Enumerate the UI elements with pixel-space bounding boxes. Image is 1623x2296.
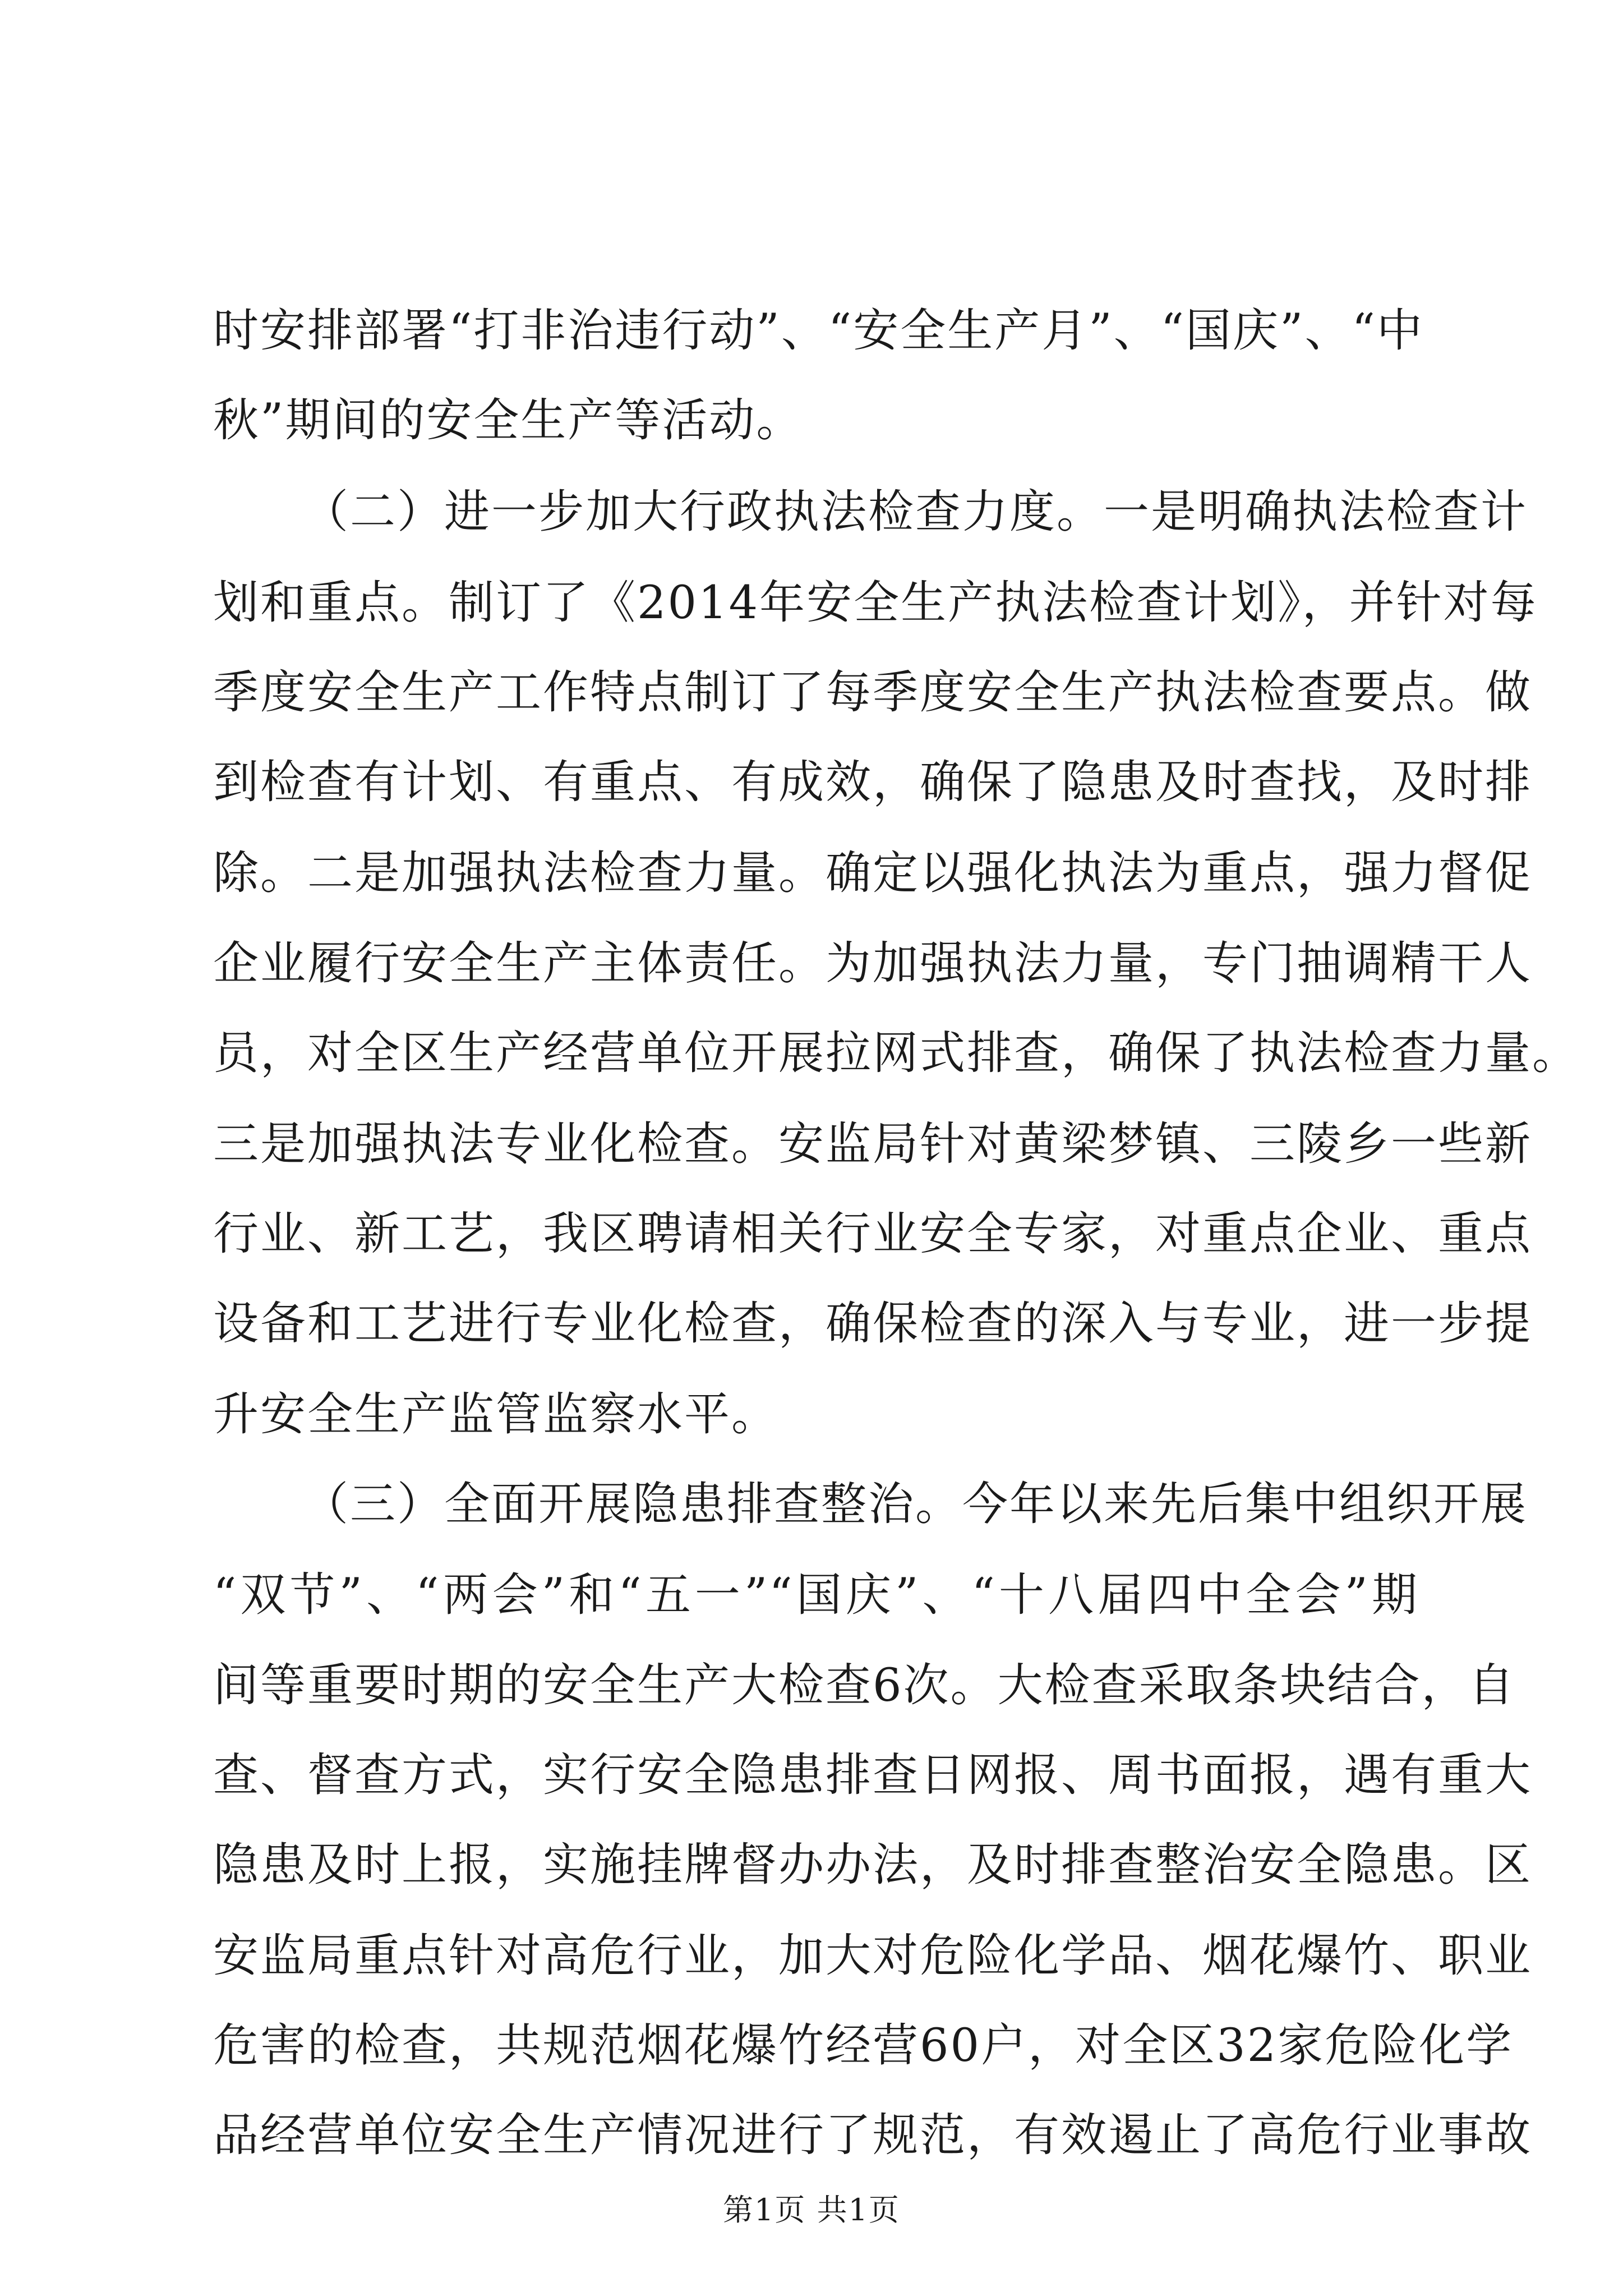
text-line: 设备和工艺进行专业化检查，确保检查的深入与专业，进一步提 [213, 1297, 1533, 1350]
text-line: 三是加强执法专业化检查。安监局针对黄梁梦镇、三陵乡一些新 [213, 1118, 1533, 1171]
page-number-footer: 第1页 共1页 [723, 2192, 900, 2228]
text-line: 危害的检查，共规范烟花爆竹经营60户，对全区32家危险化学 [213, 2019, 1514, 2072]
text-line: 品经营单位安全生产情况进行了规范，有效遏止了高危行业事故 [213, 2109, 1533, 2162]
text-line: 除。二是加强执法检查力量。确定以强化执法为重点，强力督促 [213, 847, 1533, 900]
paragraph-start-line: （二）进一步加大行政执法检查力度。一是明确执法检查计 [303, 486, 1528, 539]
text-line: 间等重要时期的安全生产大检查6次。大检查采取条块结合，自 [213, 1659, 1516, 1712]
text-line: 行业、新工艺，我区聘请相关行业安全专家，对重点企业、重点 [213, 1208, 1533, 1260]
text-line: 隐患及时上报，实施挂牌督办办法，及时排查整治安全隐患。区 [213, 1839, 1533, 1892]
text-line: 到检查有计划、有重点、有成效，确保了隐患及时查找，及时排 [213, 756, 1533, 809]
text-line: 秋”期间的安全生产等活动。 [213, 394, 804, 447]
paragraph-start-line: （三）全面开展隐患排查整治。今年以来先后集中组织开展 [303, 1478, 1528, 1531]
text-line: 时安排部署“打非治违行动”、“安全生产月”、“国庆”、“中 [213, 305, 1424, 357]
text-line: 升安全生产监管监察水平。 [213, 1388, 779, 1441]
text-line: 划和重点。制订了《2014年安全生产执法检查计划》，并针对每 [213, 577, 1538, 629]
text-line: 企业履行安全生产主体责任。为加强执法力量，专门抽调精干人 [213, 937, 1533, 990]
text-line: 员，对全区生产经营单位开展拉网式排查，确保了执法检查力量。 [213, 1027, 1580, 1080]
text-line: “双节”、“两会”和“五一”“国庆”、“十八届四中全会”期 [213, 1569, 1419, 1622]
text-line: 季度安全生产工作特点制订了每季度安全生产执法检查要点。做 [213, 666, 1533, 719]
text-line: 查、督查方式，实行安全隐患排查日网报、周书面报，遇有重大 [213, 1749, 1533, 1802]
text-line: 安监局重点针对高危行业，加大对危险化学品、烟花爆竹、职业 [213, 1930, 1533, 1982]
